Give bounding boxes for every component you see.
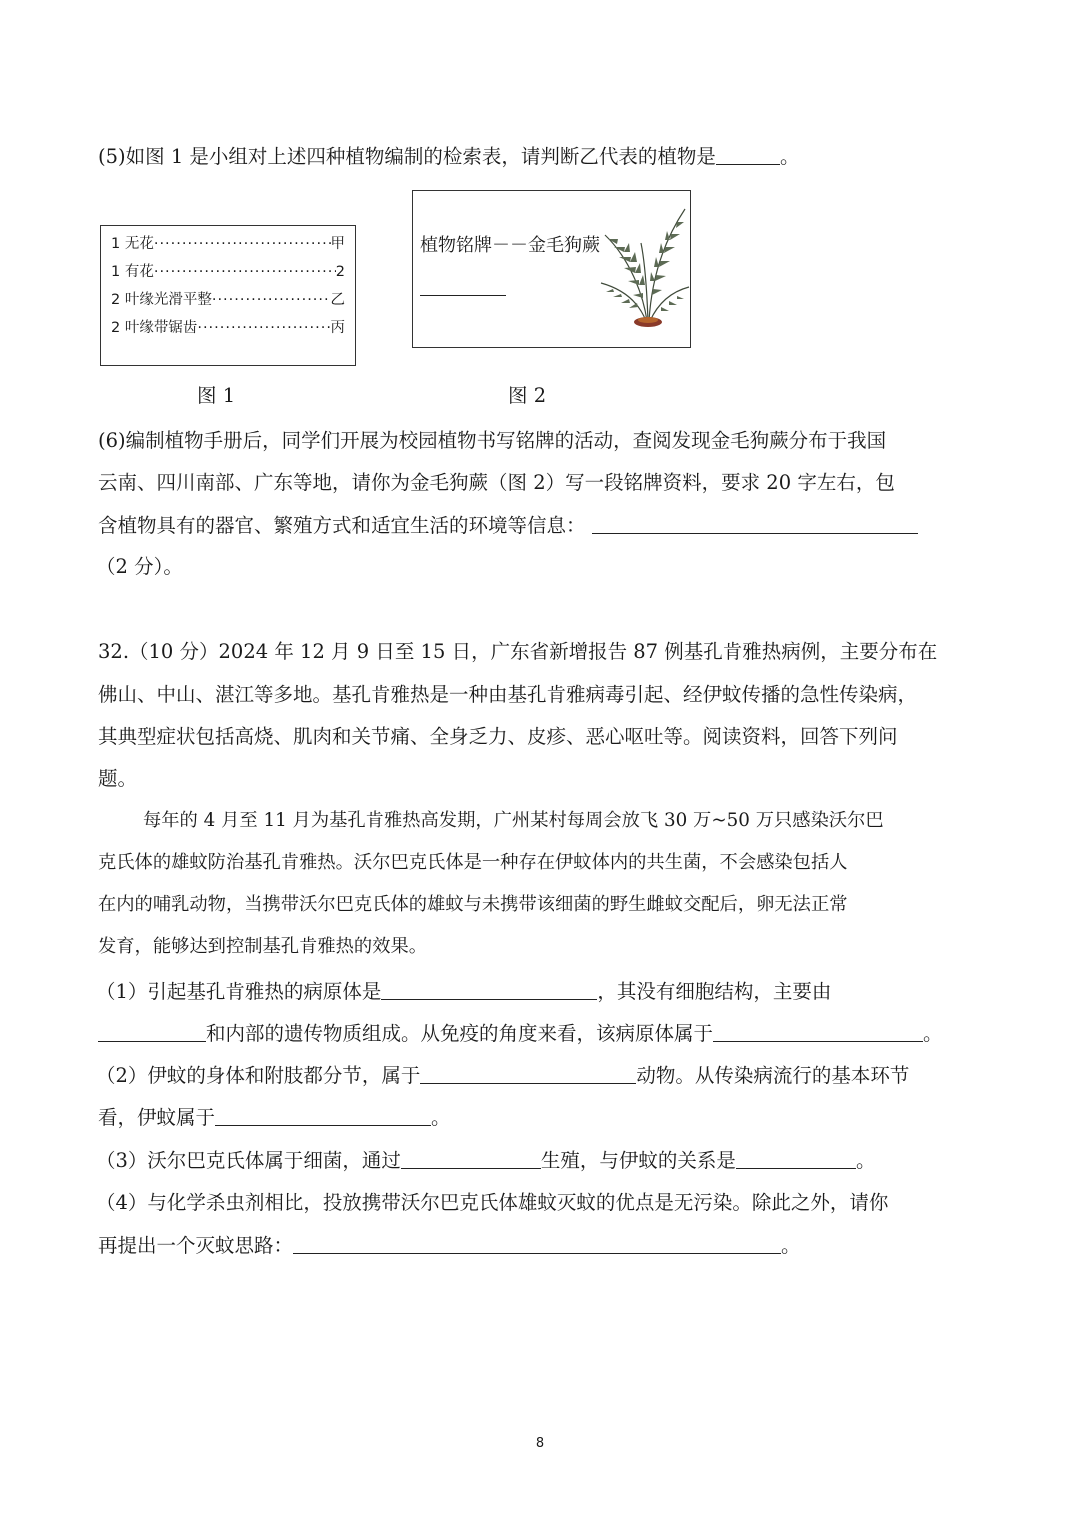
- sign-title: 植物铭牌－－金毛狗蕨: [420, 235, 600, 256]
- figure2-plant-sign: [412, 190, 691, 348]
- sub2-blank-transmission[interactable]: [215, 1107, 431, 1126]
- q32-line4: 题。: [98, 767, 138, 790]
- page-number: 8: [535, 1436, 545, 1451]
- q32-sub4-line1: （4）与化学杀虫剂相比，投放携带沃尔巴克氏体雄蚊灭蚊的优点是无污染。除此之外，请你: [96, 1191, 889, 1214]
- q32-line2: 佛山、中山、湛江等多地。基孔肯雅热是一种由基孔肯雅病毒引起、经伊蚊传播的急性传染病，: [98, 683, 918, 706]
- sub1-blank-pathogen[interactable]: [381, 981, 597, 1000]
- sub1-blank-structure[interactable]: [98, 1023, 206, 1042]
- sign-blank-line[interactable]: [420, 295, 506, 296]
- reading-paragraph-line: 在内的哺乳动物，当携带沃尔巴克氏体的雄蚊与未携带该细菌的野生雌蚊交配后，卵无法正常: [98, 894, 848, 915]
- q5-line: (5)如图 1 是小组对上述四种植物编制的检索表，请判断乙代表的植物是 。: [98, 145, 800, 168]
- reading-paragraph-line: 每年的 4 月至 11 月为基孔肯雅热高发期，广州某村每周会放飞 30 万~50 万只感染沃尔巴: [143, 810, 884, 831]
- figure1-caption: 图 1: [197, 384, 236, 407]
- q5-text: (5)如图 1 是小组对上述四种植物编制的检索表，请判断乙代表的植物是: [98, 145, 716, 168]
- q32-sub2-line1: （2）伊蚊的身体和附肢都分节，属于 动物。从传染病流行的基本环节: [96, 1064, 910, 1087]
- figure1-key-table: [100, 225, 356, 366]
- q32-sub1-line2: 和内部的遗传物质组成。从免疫的角度来看，该病原体属于 。: [98, 1018, 943, 1046]
- q6-line2: 云南、四川南部、广东等地，请你为金毛狗蕨（图 2）写一段铭牌资料，要求 20 字左右，包: [98, 471, 895, 494]
- sub3-blank-relationship[interactable]: [736, 1150, 856, 1169]
- reading-paragraph-line: 发育，能够达到控制基孔肯雅热的效果。: [98, 936, 428, 957]
- key-row: 2 叶缘带锯齿 ····· 丙: [111, 316, 345, 337]
- key-row: 1 无花 ····· 甲: [111, 232, 345, 253]
- q6-line3: 含植物具有的器官、繁殖方式和适宜生活的环境等信息：: [98, 510, 918, 538]
- q6-line1: (6)编制植物手册后，同学们开展为校园植物书写铭牌的活动，查阅发现金毛狗蕨分布于我国: [98, 429, 887, 452]
- key-row: 2 叶缘光滑平整 ····· 乙: [111, 288, 345, 309]
- sub1-blank-immunity[interactable]: [713, 1023, 923, 1042]
- sub4-blank-idea[interactable]: [293, 1235, 781, 1254]
- fern-plant-icon: [599, 203, 691, 331]
- sub3-blank-reproduction[interactable]: [401, 1150, 541, 1169]
- key-row: 1 有花 ····· 2: [111, 260, 345, 281]
- q32-sub2-line2: 看，伊蚊属于 。: [98, 1106, 451, 1129]
- reading-paragraph-line: 克氏体的雄蚊防治基孔肯雅热。沃尔巴克氏体是一种存在伊蚊体内的共生菌，不会感染包括人: [98, 852, 848, 873]
- figure2-caption: 图 2: [508, 384, 547, 407]
- q32-line1: 32.（10 分）2024 年 12 月 9 日至 15 日，广东省新增报告 87 例基孔肯雅热病例，主要分布在: [98, 640, 938, 663]
- q32-sub1-line1: （1）引起基孔肯雅热的病原体是 ，其没有细胞结构，主要由: [96, 980, 832, 1003]
- q6-line4: （2 分）。: [96, 555, 183, 578]
- q32-sub4-line2: 再提出一个灭蚊思路： 。: [98, 1234, 801, 1257]
- q6-answer-blank[interactable]: [592, 515, 918, 534]
- sub2-blank-animal-group[interactable]: [420, 1065, 636, 1084]
- q32-line3: 其典型症状包括高烧、肌肉和关节痛、全身乏力、皮疹、恶心呕吐等。阅读资料，回答下列问: [98, 725, 898, 748]
- q5-answer-blank[interactable]: [716, 146, 780, 165]
- q32-sub3-line: （3）沃尔巴克氏体属于细菌，通过 生殖，与伊蚊的关系是 。: [96, 1149, 876, 1172]
